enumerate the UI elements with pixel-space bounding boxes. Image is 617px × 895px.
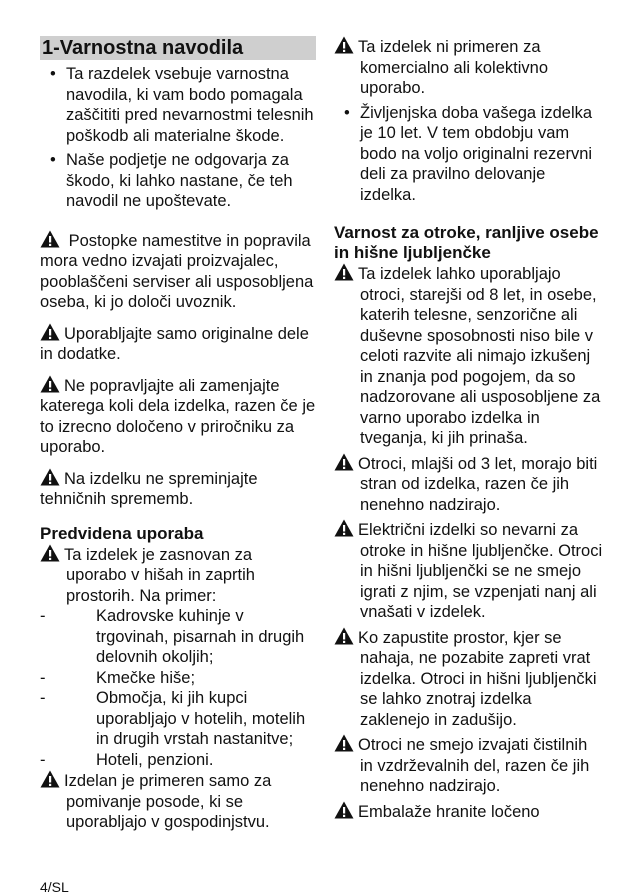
warning-text: Izdelan je primeren samo za pomivanje posode, ki se uporabljajo v gospodinjstvu. [64, 772, 272, 831]
warning-paragraph [334, 453, 604, 516]
warning-paragraph [40, 230, 316, 313]
warning-paragraph [334, 801, 604, 823]
warning-text: Otroci, mlajši od 3 let, morajo biti stran od izdelka, razen če jih nenehno nadzirajo. [358, 454, 598, 514]
warning-icon [40, 375, 60, 393]
warning-icon [334, 734, 354, 752]
warning-icon [40, 230, 60, 248]
warning-icon [40, 770, 60, 788]
warning-icon [334, 519, 354, 537]
bullet-text: Naše podjetje ne odgovarja za škodo, ki lahko nastane, če teh navodil ne upoštevate. [66, 151, 293, 210]
child-safety-heading: Varnost za otroke, ranljive osebe in hišne ljubljenčke [334, 223, 599, 262]
bullet-text: Življenjska doba vašega izdelka je 10 let. V tem obdobju vam bodo na voljo originalni rezervni deli za pravilno delovanje izdelka. [360, 103, 593, 204]
warning-icon [334, 627, 354, 645]
warning-text: Otroci ne smejo izvajati čistilnih in vzdrževalnih del, razen če jih nenehno nadzirajo. [358, 736, 590, 795]
warning-text: Embalaže hranite ločeno [358, 802, 540, 821]
bullet-item [334, 103, 604, 206]
dash-text: Območja, ki jih kupci uporabljajo v hotelih, motelih in drugih vrstah nastanitve; [96, 689, 306, 748]
warning-text: Ta izdelek ni primeren za komercialno ali kolektivno uporabo. [358, 38, 549, 97]
warning-paragraph [40, 375, 316, 458]
warning-icon [40, 544, 60, 562]
warning-paragraph [334, 36, 604, 99]
dash-item [40, 668, 316, 689]
warning-icon [334, 801, 354, 819]
warning-paragraph [40, 323, 316, 365]
bullet-icon: • [50, 65, 56, 83]
dash-item [40, 750, 316, 771]
warning-icon [334, 36, 354, 54]
dash-text: Kmečke hiše; [96, 668, 196, 687]
warning-paragraph [334, 519, 604, 623]
warning-text: Uporabljajte samo originalne dele in dodatke. [40, 324, 309, 363]
section-heading: 1-Varnostna navodila [40, 36, 316, 60]
bullet-icon: • [50, 151, 56, 169]
warning-paragraph [40, 468, 316, 510]
dash-item [40, 606, 316, 668]
intended-use-heading: Predvidena uporaba [40, 523, 204, 543]
dash-text: Kadrovske kuhinje v trgovinah, pisarnah in drugih delovnih okoljih; [96, 607, 305, 666]
warning-text: Na izdelku ne spreminjajte tehničnih sprememb. [40, 469, 258, 508]
warning-paragraph [40, 544, 316, 607]
dash-marker: - [40, 750, 46, 769]
dash-marker: - [40, 668, 46, 687]
dash-marker: - [40, 689, 46, 707]
dash-marker: - [40, 607, 46, 625]
warning-paragraph [334, 627, 604, 731]
warning-icon [334, 453, 354, 471]
warning-icon [40, 468, 60, 486]
warning-text: Postopke namestitve in popravila mora vedno izvajati proizvajalec, pooblaščeni serviser ali usposobljena oseba, ki jo določi uvoznik. [40, 231, 314, 311]
bullet-item [40, 150, 316, 212]
warning-paragraph [40, 770, 316, 833]
warning-icon [334, 263, 354, 281]
dash-item [40, 688, 316, 750]
warning-paragraph [334, 734, 604, 797]
warning-icon [40, 323, 60, 341]
dash-text: Hoteli, penzioni. [96, 750, 214, 769]
warning-text: Ta izdelek lahko uporabljajo otroci, starejši od 8 let, in osebe, katerih telesne, senzorične ali duševne sposobnosti niso bile v celoti razvite ali nimajo izkušenj in znanja pod pogojem, da so nadzorovane ali usposobljene za varno uporabo izdelka in tveganja, ki jih prinaša. [358, 265, 601, 447]
left-column [40, 36, 316, 833]
warning-text: Ta izdelek je zasnovan za uporabo v hišah in zaprtih prostorih. Na primer: [64, 545, 255, 605]
warning-text: Ne popravljajte ali zamenjajte katerega koli dela izdelka, razen če je to izrecno določeno v priročniku za uporabo. [40, 376, 316, 456]
bullet-item [40, 64, 316, 146]
warning-text: Električni izdelki so nevarni za otroke in hišne ljubljenčke. Otroci in hišni ljubljenčki se ne smejo igrati z njim, se vzpenjati nanj ali vnašati v izdelek. [358, 521, 603, 621]
bullet-icon: • [344, 103, 350, 122]
warning-paragraph [334, 263, 604, 449]
page-number: 4/SL [40, 879, 69, 895]
warning-text: Ko zapustite prostor, kjer se nahaja, ne pozabite zapreti vrat izdelka. Otroci in hišni ljubljenčki se lahko znotraj izdelka zaklenejo in zadušijo. [358, 628, 597, 729]
right-column [334, 36, 604, 822]
bullet-text: Ta razdelek vsebuje varnostna navodila, ki vam bodo pomagala zaščititi pred nevarnostmi telesnih poškodb ali materialne škode. [66, 65, 314, 145]
